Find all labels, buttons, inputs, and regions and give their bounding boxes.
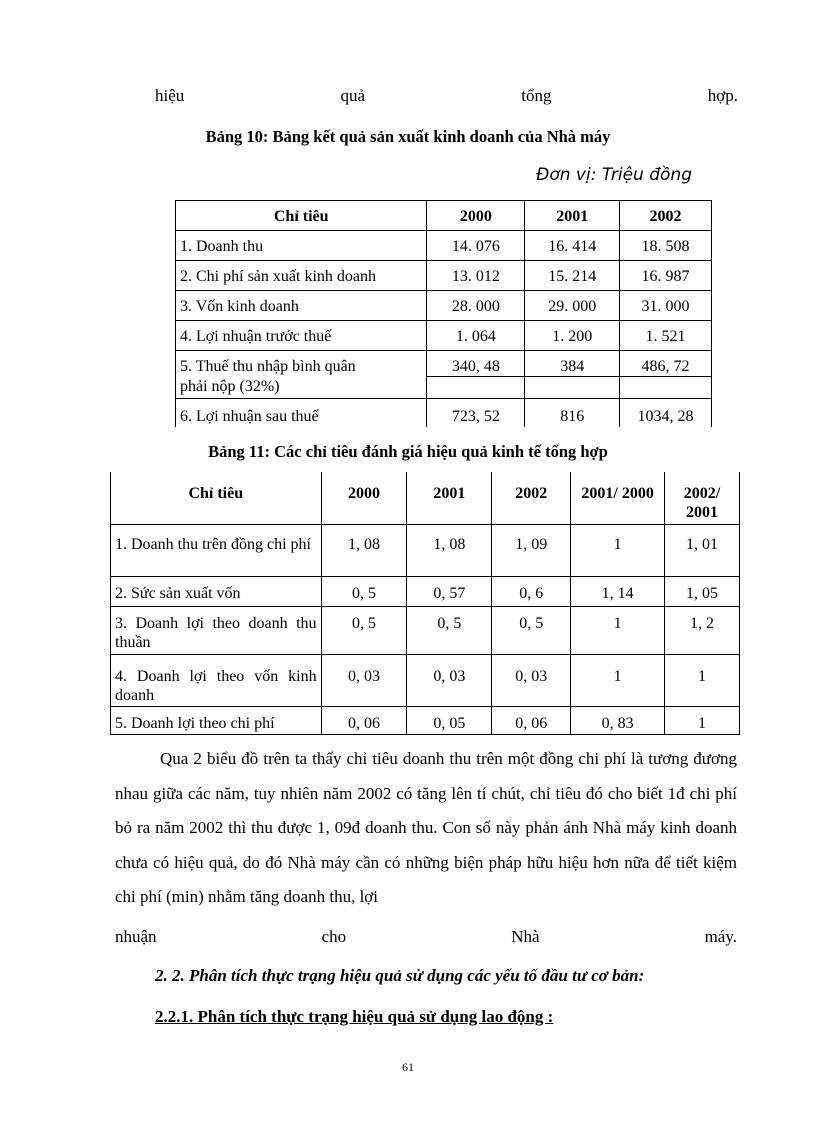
table11-cell: 0, 5 — [321, 576, 407, 606]
paragraph-last-line — [115, 927, 737, 947]
table11-cell: 0, 6 — [492, 576, 571, 606]
word: máy. — [704, 927, 737, 946]
table11-cell: 1, 01 — [665, 524, 740, 576]
table10-header-row — [176, 201, 712, 231]
table11-cell: 5. Doanh lợi theo chi phí — [111, 706, 322, 734]
table10-cell: 1. 521 — [620, 321, 712, 351]
table11-cell: 0, 83 — [571, 706, 665, 734]
table11-header: 2001/ 2000 — [571, 472, 665, 524]
table-row — [176, 261, 712, 291]
table11-cell: 0, 5 — [407, 606, 492, 654]
body-paragraph — [115, 742, 737, 915]
table11-cell: 0, 03 — [407, 654, 492, 706]
table-row — [111, 524, 740, 576]
table10-cell: 816 — [525, 399, 620, 427]
table10-unit: Đơn vị: Triệu đồng — [536, 165, 692, 185]
top-line — [155, 86, 738, 106]
table10-cell: 5. Thuế thu nhập bình quân — [176, 351, 427, 377]
table11-cell: 1 — [571, 654, 665, 706]
table-row — [176, 351, 712, 377]
table10-cell: 4. Lợi nhuận trước thuế — [176, 321, 427, 351]
table11-header: Chỉ tiêu — [111, 472, 322, 524]
table10-cell: 1. 064 — [427, 321, 525, 351]
word: nhuận — [115, 927, 157, 946]
table10-cell: 3. Vốn kinh doanh — [176, 291, 427, 321]
paragraph-text: Qua 2 biểu đồ trên ta thấy chỉ tiêu doanh thu trên một đồng chi phí là tương đương nhau giữa các năm, tuy nhiên năm 2002 có tăng lên tí chút, chỉ tiêu đó cho biết 1đ chi phí bỏ ra năm 2002 thì thu được 1, 09đ doanh thu. Con số này phản ánh Nhà máy kinh doanh chưa có hiệu quả, do đó Nhà máy cần có những biện pháp hữu hiệu hơn nữa để tiết kiệm chi phí (min) nhằm tăng doanh thu, lợi — [115, 749, 737, 906]
table10-cell: 15. 214 — [525, 261, 620, 291]
table11-cell: 2. Sức sản xuất vốn — [111, 576, 322, 606]
table10-cell: 13. 012 — [427, 261, 525, 291]
table11-cell: 0, 06 — [492, 706, 571, 734]
word: hiệu — [155, 86, 185, 105]
table10-header: 2001 — [525, 201, 620, 231]
table10-cell — [525, 377, 620, 399]
table10-header: 2000 — [427, 201, 525, 231]
table11-cell: 1, 08 — [407, 524, 492, 576]
table11-cell: 0, 57 — [407, 576, 492, 606]
table11-header: 2001 — [407, 472, 492, 524]
table-row — [176, 377, 712, 399]
table11-cell: 1, 08 — [321, 524, 407, 576]
word: quả — [340, 86, 366, 105]
table11-cell: 0, 06 — [321, 706, 407, 734]
table-row — [111, 654, 740, 706]
table11-cell: 3. Doanh lợi theo doanh thu thuần — [111, 606, 322, 654]
table11-cell: 0, 03 — [492, 654, 571, 706]
table-row — [176, 321, 712, 351]
table11-header: 2000 — [321, 472, 407, 524]
table11-cell: 0, 5 — [321, 606, 407, 654]
table11-cell: 1, 14 — [571, 576, 665, 606]
table-row — [111, 706, 740, 734]
table11-cell: 1 — [571, 606, 665, 654]
table10-cell: 29. 000 — [525, 291, 620, 321]
table10-cell: 1. 200 — [525, 321, 620, 351]
table-row — [111, 606, 740, 654]
table11-cell: 1. Doanh thu trên đồng chi phí — [111, 524, 322, 576]
table11-caption: Bảng 11: Các chỉ tiêu đánh giá hiệu quả kinh tế tổng hợp — [208, 442, 608, 461]
table11-cell: 1 — [571, 524, 665, 576]
table11-header: 2002 — [492, 472, 571, 524]
table10-cell: phải nộp (32%) — [176, 377, 427, 399]
word: tổng — [521, 86, 552, 105]
table10-cell: 723, 52 — [427, 399, 525, 427]
table10-cell: 14. 076 — [427, 231, 525, 261]
table10-cell: 6. Lợi nhuận sau thuế — [176, 399, 427, 427]
table10 — [175, 200, 712, 427]
table11-cell: 0, 03 — [321, 654, 407, 706]
table-row — [111, 576, 740, 606]
table10-cell — [620, 377, 712, 399]
table10-header: 2002 — [620, 201, 712, 231]
table11 — [110, 472, 740, 735]
table10-cell: 18. 508 — [620, 231, 712, 261]
table-row — [176, 399, 712, 427]
table11-cell: 4. Doanh lợi theo vốn kinh doanh — [111, 654, 322, 706]
table10-cell: 1034, 28 — [620, 399, 712, 427]
table-row — [176, 291, 712, 321]
table10-cell — [427, 377, 525, 399]
table11-cell: 0, 5 — [492, 606, 571, 654]
table10-cell: 16. 987 — [620, 261, 712, 291]
table11-cell: 1, 09 — [492, 524, 571, 576]
word: hợp. — [707, 86, 738, 105]
table11-cell: 0, 05 — [407, 706, 492, 734]
table10-caption: Bảng 10: Bảng kết quả sản xuất kinh doanh của Nhà máy — [205, 127, 611, 146]
table11-cell: 1 — [665, 654, 740, 706]
table10-cell: 31. 000 — [620, 291, 712, 321]
table11-cell: 1, 2 — [665, 606, 740, 654]
table-row — [176, 231, 712, 261]
table10-cell: 340, 48 — [427, 351, 525, 377]
table10-cell: 1. Doanh thu — [176, 231, 427, 261]
page-number: 61 — [402, 1060, 414, 1074]
table11-cell: 1 — [665, 706, 740, 734]
table10-cell: 16. 414 — [525, 231, 620, 261]
section-heading-2-2-1: 2.2.1. Phân tích thực trạng hiệu quả sử dụng lao động : — [155, 1007, 554, 1026]
table11-header: 2002/ 2001 — [665, 472, 740, 524]
table10-cell: 2. Chi phí sản xuất kinh doanh — [176, 261, 427, 291]
table10-cell: 486, 72 — [620, 351, 712, 377]
table10-cell: 28. 000 — [427, 291, 525, 321]
word: Nhà — [511, 927, 540, 946]
table10-cell: 384 — [525, 351, 620, 377]
section-heading-2-2: 2. 2. Phân tích thực trạng hiệu quả sử dụng các yếu tố đầu tư cơ bản: — [155, 966, 645, 985]
word: cho — [321, 927, 347, 946]
table11-cell: 1, 05 — [665, 576, 740, 606]
table11-header-row — [111, 472, 740, 524]
table10-header: Chỉ tiêu — [176, 201, 427, 231]
